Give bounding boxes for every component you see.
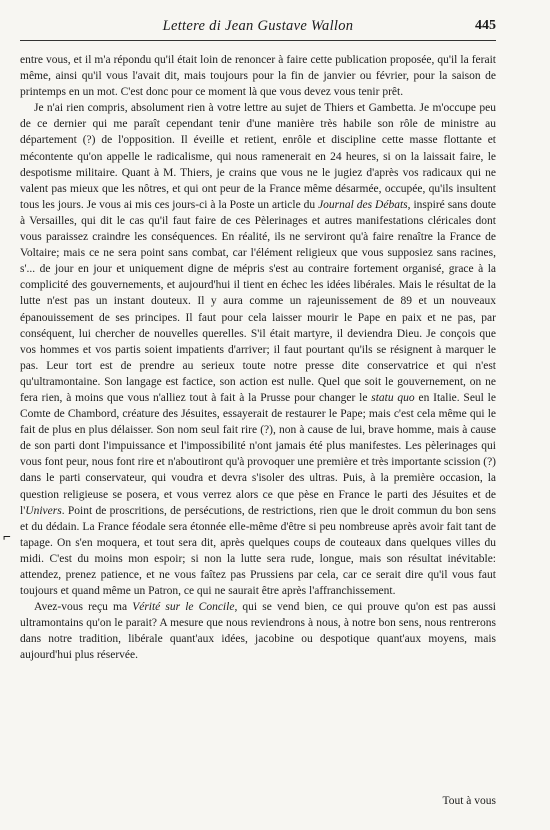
text-segment: . Point de proscritions, de persécutions, de restrictions, rien que le droit commun du bon sens et du dédain. La France féodale sera étonnée elle-même d'être si peu nombreuse après avoir fait tant de tapage. On s'en moquera, et tout sera dit, après quelques coups de couteaux dans quelques villes du midi. C'est du moins mon espoir; si non la lutte sera rude, longue, mais son résultat inévitable: attendez, prenez patience, et ne vous faîtez pas Prussiens par cela, car ce serait dire qu'il vous faut toujours et quand même un Patron, ce qui ne saurait être après l'affranchissement. [20, 504, 496, 598]
text-segment: , qui se vend bien, ce qui prouve qu'on est pas aussi ultramontains qu'on le parait? A mesure que nous reviendrons à nous, à notre bon sens, nous rentrerons dans notre tradition, libérale quant'aux idées, jacobine ou despotique quant'aux moyens, mais aujourd'hui plus réservée. [20, 601, 496, 662]
text-segment: Je n'ai rien compris, absolument rien à votre lettre au sujet de Thiers et Gambetta. Je m'occupe peu de ce dernier qui me paraît cependant tenir d'une manière très habile son rôle de ministre au département (?) de l'opposition. Il éveille et retient, enrôle et discipline cette masse flottante et mécontente qu'on appelle le radicalisme, qui nous ramenerait en 24 heures, si on la laissait faire, le despotisme militaire. Quant à M. Thiers, je crains que vous ne le jugiez d'après vos radicaux qui ne valent pas mieux que les nôtres, et qui ont peur de la France même désarmée, occupée, qu'ils insultent tous les jours. Je vous ai mis ces jours-ci à la Poste un article du [20, 102, 496, 211]
italic-text: Vérité sur le Concile [132, 601, 235, 614]
paragraph [20, 52, 496, 100]
text-segment: en Italie. Seul le Comte de Chambord, créature des Jésuites, essayerait de restaurer le Pape; mais c'est cela même qui le fait de plus en plus délaisser. Son nom seul fait rire (?), non à cause de lui, brave homme, mais à cause de son parti dont l'impuissance et l'impossibilité n'ont jamais été plus manifestes. Les pèlerinages qui vous font peur, nous font rire et n'aboutiront qu'à provoquer une première et très importante scission (?) dans le parti conservateur, qui voudra et devra s'isoler des ultras. Puis, à la première occasion, la question religieuse se posera, et vous verrez alors ce que pèse en France le parti des Jésuites et de l' [20, 391, 497, 517]
paragraph [20, 599, 496, 663]
catchword: Tout à vous [442, 795, 496, 807]
text-segment: entre vous, et il m'a répondu qu'il était loin de renoncer à faire cette publication proposée, qu'il la ferait même, ainsi qu'il vous l'avait dit, mais toujours pour la fin de janvier ou février, pour la saison de printemps en un mot. C'est donc pour ce moment là que vous devez vous tenir prêt. [20, 54, 496, 99]
text-segment: , inspiré sans doute à Versailles, qui dit le cas qu'il faut faire de ces Pèlerinages et autres manifestations cléricales dont vous paraissez craindre les conséquences. En réalité, ils ne serviront qu'à faire renaître la France de Voltaire; mais ce ne sera point sans combat, car l'élément religieux que vous supposiez sans racines, s'... de jour en jour et uniquement digne de mépris s'est au contraire fortement organisé, grace à la complicité des gouvernements, et aujourd'hui il tient en échec les idées libérales. Mais le résultat de la lutte n'est pas un instant douteux. Il y aura comme un rajeunissement de 89 et un nouveaux épanouissement de ses principes. Il faut pour cela laisser mourir le Pape en paix et ne pas, par conséquent, lui chercher de nouvelles querelles. S'il était martyre, il deviendra Dieu. Je conçois que vos hommes et vos partis soient impatients d'arriver; il faut pourtant qu'ils se résignent à marquer le pas. Leur tort est de prendre au serieux toute notre presse dite conservatrice et qui n'est qu'ultramontaine. Son langage est factice, son action est nulle. Quel que soit le gouvernement, on ne fera rien, à moins que vous n'alliez tout à fait à la Prusse pour changer le [20, 198, 497, 404]
italic-text: statu quo [371, 391, 415, 404]
italic-text: Journal des Débats [318, 198, 408, 211]
header-title: Lettere di Jean Gustave Wallon [162, 18, 354, 34]
italic-text: Univers [25, 504, 62, 517]
body-text [20, 52, 496, 664]
page-number: 445 [475, 18, 496, 33]
paragraph [20, 100, 496, 599]
margin-mark: ⌐ [3, 530, 11, 545]
running-header [20, 18, 496, 41]
text-segment: Avez-vous reçu ma [34, 601, 133, 614]
